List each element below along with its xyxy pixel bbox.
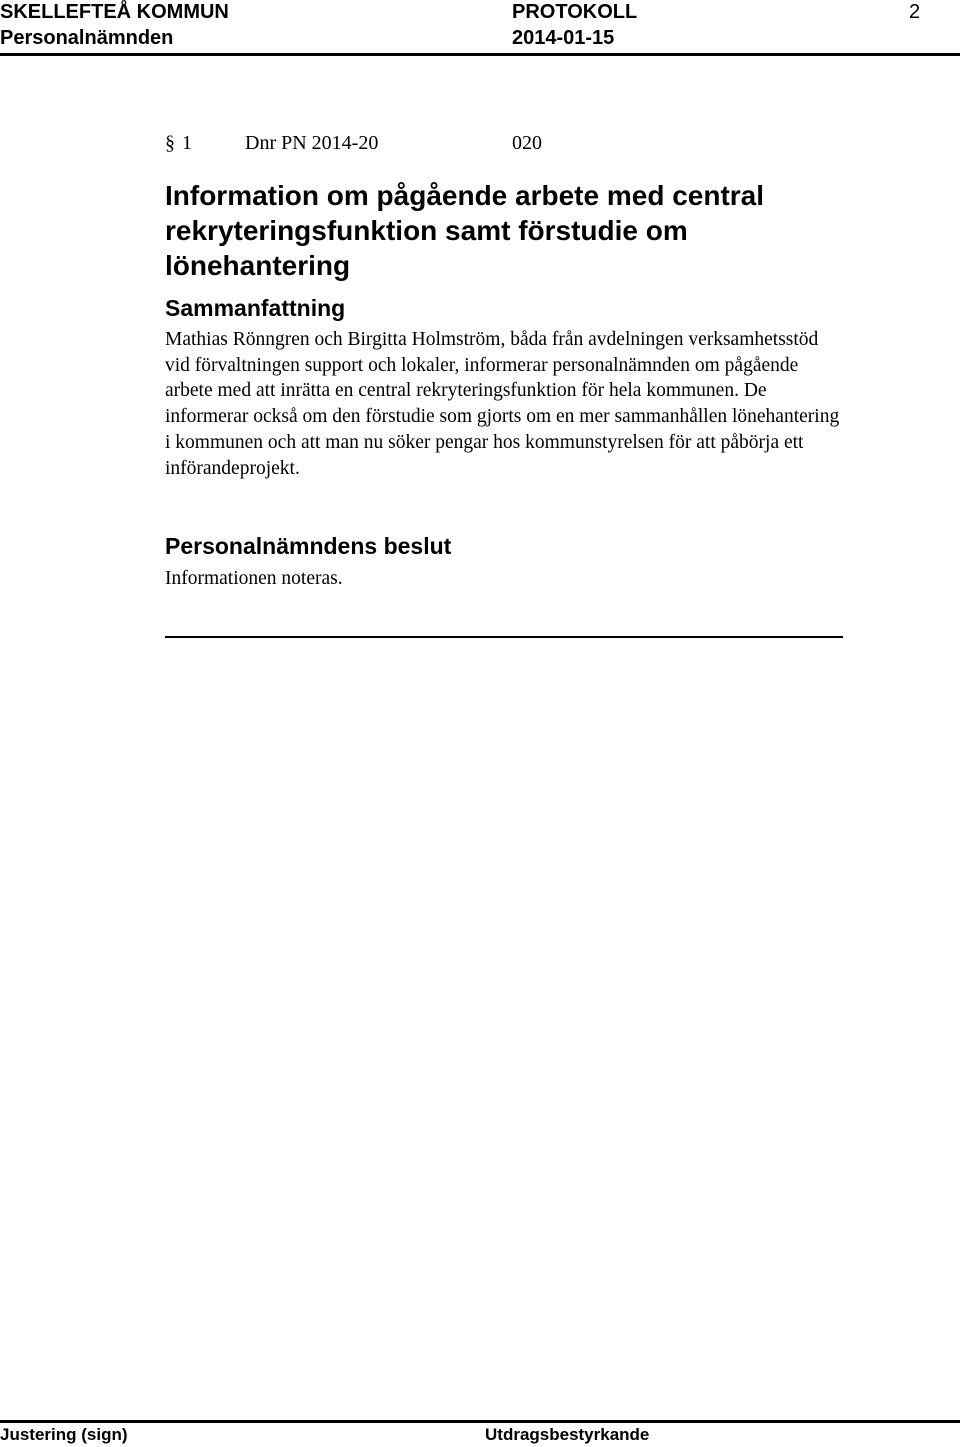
classification-code: 020: [512, 132, 542, 154]
department-name: Personalnämnden: [0, 27, 174, 49]
paragraph-sign: §: [165, 132, 175, 154]
footer-divider: [0, 1420, 960, 1423]
signature-label: Justering (sign): [0, 1425, 128, 1444]
document-type: PROTOKOLL: [512, 1, 638, 23]
page-number: 2: [909, 1, 921, 23]
section-end-divider: [165, 636, 843, 638]
organization-name: SKELLEFTEÅ KOMMUN: [0, 1, 229, 23]
diary-number: Dnr PN 2014-20: [245, 132, 379, 154]
decision-heading: Personalnämndens beslut: [165, 533, 452, 559]
meeting-date: 2014-01-15: [512, 27, 615, 49]
summary-heading: Sammanfattning: [165, 295, 346, 321]
summary-text: Mathias Rönngren och Birgitta Holmström, båda från avdelningen verksamhetsstöd vid förvaltningen support och lokaler, informerar personalnämnden om pågående arbete med att inrätta en central rekryteringsfunktion för hela kommunen. De informerar också om den förstudie som gjorts om en mer sammanhållen lönehantering i kommunen och att man nu söker pengar hos kommunstyrelsen för att påbörja ett införandeprojekt.: [165, 329, 840, 479]
decision-text: Informationen noteras.: [165, 568, 343, 589]
item-title: Information om pågående arbete med central rekryteringsfunktion samt förstudie om lönehantering: [165, 180, 765, 281]
item-number: 1: [182, 132, 192, 154]
extract-certification-label: Utdragsbestyrkande: [485, 1425, 650, 1444]
header-divider: [0, 53, 960, 56]
